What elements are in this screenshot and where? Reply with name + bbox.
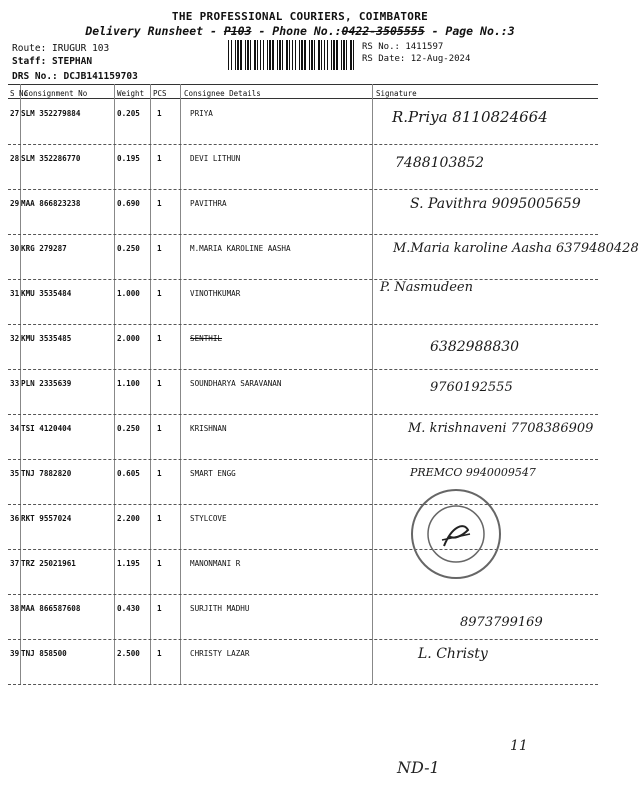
barcode-bar <box>228 40 229 70</box>
table-row <box>8 325 598 370</box>
barcode-bar <box>336 40 338 70</box>
row-pcs: 1 <box>157 199 162 208</box>
row-pcs: 1 <box>157 154 162 163</box>
row-pcs: 1 <box>157 424 162 433</box>
row-consignment-no: PLN 2335639 <box>21 379 72 388</box>
barcode-bar <box>321 40 322 70</box>
barcode-bar <box>231 40 232 70</box>
row-consignee: SOUNDHARYA SARAVANAN <box>190 379 282 388</box>
row-consignee: MANONMANI R <box>190 559 241 568</box>
barcode-bar <box>282 40 283 70</box>
row-signature: M.Maria karoline Aasha 6379480428 <box>393 241 639 256</box>
row-signature: L. Christy <box>418 646 488 662</box>
row-consignee: SURJITH MADHU <box>190 604 250 613</box>
barcode-bar <box>267 40 268 70</box>
runsheet-subtitle <box>0 24 600 38</box>
barcode-bar <box>333 40 335 70</box>
row-consignee: STYLCOVE <box>190 514 227 523</box>
row-consignee: M.MARIA KAROLINE AASHA <box>190 244 291 253</box>
row-consignee: CHRISTY LAZAR <box>190 649 250 658</box>
barcode-bar <box>269 40 271 70</box>
table-row <box>8 235 639 280</box>
row-pcs: 1 <box>157 559 162 568</box>
row-weight: 0.195 <box>117 154 140 163</box>
row-sno: 28 <box>10 154 20 163</box>
barcode-bar <box>237 40 239 70</box>
barcode-bar <box>263 40 264 70</box>
col-weight: Weight <box>117 89 145 98</box>
row-pcs: 1 <box>157 244 162 253</box>
barcode-bar <box>346 40 347 70</box>
barcode <box>228 40 356 70</box>
row-consignment-no: KMU 3535484 <box>21 289 72 298</box>
row-sno: 33 <box>10 379 20 388</box>
row-weight: 0.250 <box>117 424 140 433</box>
row-weight: 1.100 <box>117 379 140 388</box>
barcode-bar <box>324 40 325 70</box>
barcode-bar <box>292 40 293 70</box>
row-signature: M. krishnaveni 7708386909 <box>408 421 594 436</box>
barcode-bar <box>247 40 249 70</box>
barcode-bar <box>254 40 256 70</box>
row-sno: 31 <box>10 289 20 298</box>
row-signature: S. Pavithra 9095005659 <box>410 196 581 212</box>
row-weight: 0.690 <box>117 199 140 208</box>
barcode-bar <box>301 40 303 70</box>
row-pcs: 1 <box>157 289 162 298</box>
staff-label: Staff: STEPHAN <box>12 56 93 67</box>
barcode-bar <box>240 40 242 70</box>
barcode-bar <box>289 40 290 70</box>
barcode-bar <box>245 40 246 70</box>
runsheet-code: P103 <box>223 24 252 38</box>
drs-number: DRS No.: DCJB141159703 <box>12 71 138 82</box>
row-consignee: SENTHIL <box>190 334 223 343</box>
row-weight: 1.195 <box>117 559 140 568</box>
row-sno: 36 <box>10 514 20 523</box>
row-signature: P. Nasmudeen <box>380 280 473 295</box>
rs-number: RS No.: 1411597 <box>362 42 444 52</box>
row-sno: 37 <box>10 559 20 568</box>
row-pcs: 1 <box>157 379 162 388</box>
row-sno: 27 <box>10 109 20 118</box>
row-weight: 0.250 <box>117 244 140 253</box>
col-pcs: PCS <box>153 89 167 98</box>
row-weight: 0.205 <box>117 109 140 118</box>
row-signature: PREMCO 9940009547 <box>410 466 536 479</box>
row-weight: 0.605 <box>117 469 140 478</box>
row-consignment-no: TNJ 7882820 <box>21 469 72 478</box>
row-consignment-no: KMU 3535485 <box>21 334 72 343</box>
rs-date: RS Date: 12-Aug-2024 <box>362 54 471 64</box>
table-row <box>8 145 598 190</box>
row-weight: 1.000 <box>117 289 140 298</box>
col-consignment: Consignment No <box>24 89 88 98</box>
row-consignment-no: SLM 352286770 <box>21 154 81 163</box>
footer-mark-left: ND-1 <box>397 758 440 777</box>
row-weight: 2.500 <box>117 649 140 658</box>
table-row <box>8 460 598 505</box>
row-sno: 29 <box>10 199 20 208</box>
table-row <box>8 415 598 460</box>
barcode-bar <box>343 40 345 70</box>
page-number: - Page No.:3 <box>424 24 515 38</box>
col-consignee: Consignee Details <box>184 89 261 98</box>
row-sno: 39 <box>10 649 20 658</box>
row-pcs: 1 <box>157 514 162 523</box>
row-consignment-no: MAA 866823238 <box>21 199 81 208</box>
row-signature: 9760192555 <box>430 380 513 395</box>
row-consignee: VINOTHKUMAR <box>190 289 241 298</box>
row-consignment-no: TRZ 25021961 <box>21 559 76 568</box>
table-row <box>8 640 598 685</box>
table-row <box>8 595 598 640</box>
header-top-rule <box>8 84 598 85</box>
phone-number: 0422-3505555 <box>341 24 425 38</box>
barcode-bar <box>279 40 281 70</box>
barcode-bar <box>272 40 274 70</box>
row-consignee: SMART ENGG <box>190 469 236 478</box>
row-sno: 35 <box>10 469 20 478</box>
table-row <box>8 280 598 325</box>
row-consignment-no: KRG 279287 <box>21 244 67 253</box>
phone-prefix: - Phone No.: <box>251 24 342 38</box>
row-sno: 30 <box>10 244 20 253</box>
row-signature: 7488103852 <box>395 155 485 171</box>
row-signature: 8973799169 <box>460 615 543 630</box>
barcode-bar <box>318 40 320 70</box>
company-stamp <box>408 486 504 582</box>
barcode-bar <box>277 40 278 70</box>
row-consignee: DEVI LITHUN <box>190 154 241 163</box>
barcode-bar <box>341 40 342 70</box>
barcode-bar <box>314 40 315 70</box>
row-consignment-no: SLM 352279884 <box>21 109 81 118</box>
barcode-bar <box>311 40 313 70</box>
table-row <box>8 550 598 595</box>
row-consignment-no: MAA 866587608 <box>21 604 81 613</box>
row-sno: 34 <box>10 424 20 433</box>
barcode-bar <box>235 40 236 70</box>
row-sno: 32 <box>10 334 20 343</box>
row-sno: 38 <box>10 604 20 613</box>
row-pcs: 1 <box>157 334 162 343</box>
row-weight: 0.430 <box>117 604 140 613</box>
row-consignment-no: TSI 4120404 <box>21 424 72 433</box>
row-consignment-no: RKT 9557024 <box>21 514 72 523</box>
table-row <box>8 505 598 550</box>
barcode-bar <box>299 40 300 70</box>
route-label: Route: IRUGUR 103 <box>12 43 110 54</box>
barcode-bar <box>350 40 352 70</box>
barcode-bar <box>327 40 328 70</box>
table-row <box>8 190 598 235</box>
header-bottom-rule <box>8 98 598 99</box>
row-pcs: 1 <box>157 109 162 118</box>
row-pcs: 1 <box>157 649 162 658</box>
barcode-bar <box>304 40 306 70</box>
row-consignment-no: TNJ 858500 <box>21 649 67 658</box>
row-separator <box>8 684 598 685</box>
barcode-bar <box>331 40 332 70</box>
barcode-bar <box>309 40 310 70</box>
runsheet-prefix: Delivery Runsheet - <box>85 24 224 38</box>
company-title: THE PROFESSIONAL COURIERS, COIMBATORE <box>171 10 429 23</box>
barcode-bar <box>286 40 288 70</box>
row-signature: 6382988830 <box>430 339 520 355</box>
col-signature: Signature <box>376 89 417 98</box>
barcode-bar <box>353 40 354 70</box>
row-consignee: PRIYA <box>190 109 213 118</box>
col-sno: S No <box>10 89 29 98</box>
row-consignee: KRISHNAN <box>190 424 227 433</box>
row-signature: R.Priya 8110824664 <box>392 108 548 126</box>
row-pcs: 1 <box>157 604 162 613</box>
footer-mark-right: 11 <box>510 738 528 754</box>
row-pcs: 1 <box>157 469 162 478</box>
barcode-bar <box>250 40 251 70</box>
row-weight: 2.000 <box>117 334 140 343</box>
row-consignee: PAVITHRA <box>190 199 227 208</box>
barcode-bar <box>260 40 261 70</box>
table-row <box>8 370 598 415</box>
row-weight: 2.200 <box>117 514 140 523</box>
barcode-bar <box>257 40 258 70</box>
table-row <box>8 100 598 145</box>
barcode-bar <box>295 40 296 70</box>
